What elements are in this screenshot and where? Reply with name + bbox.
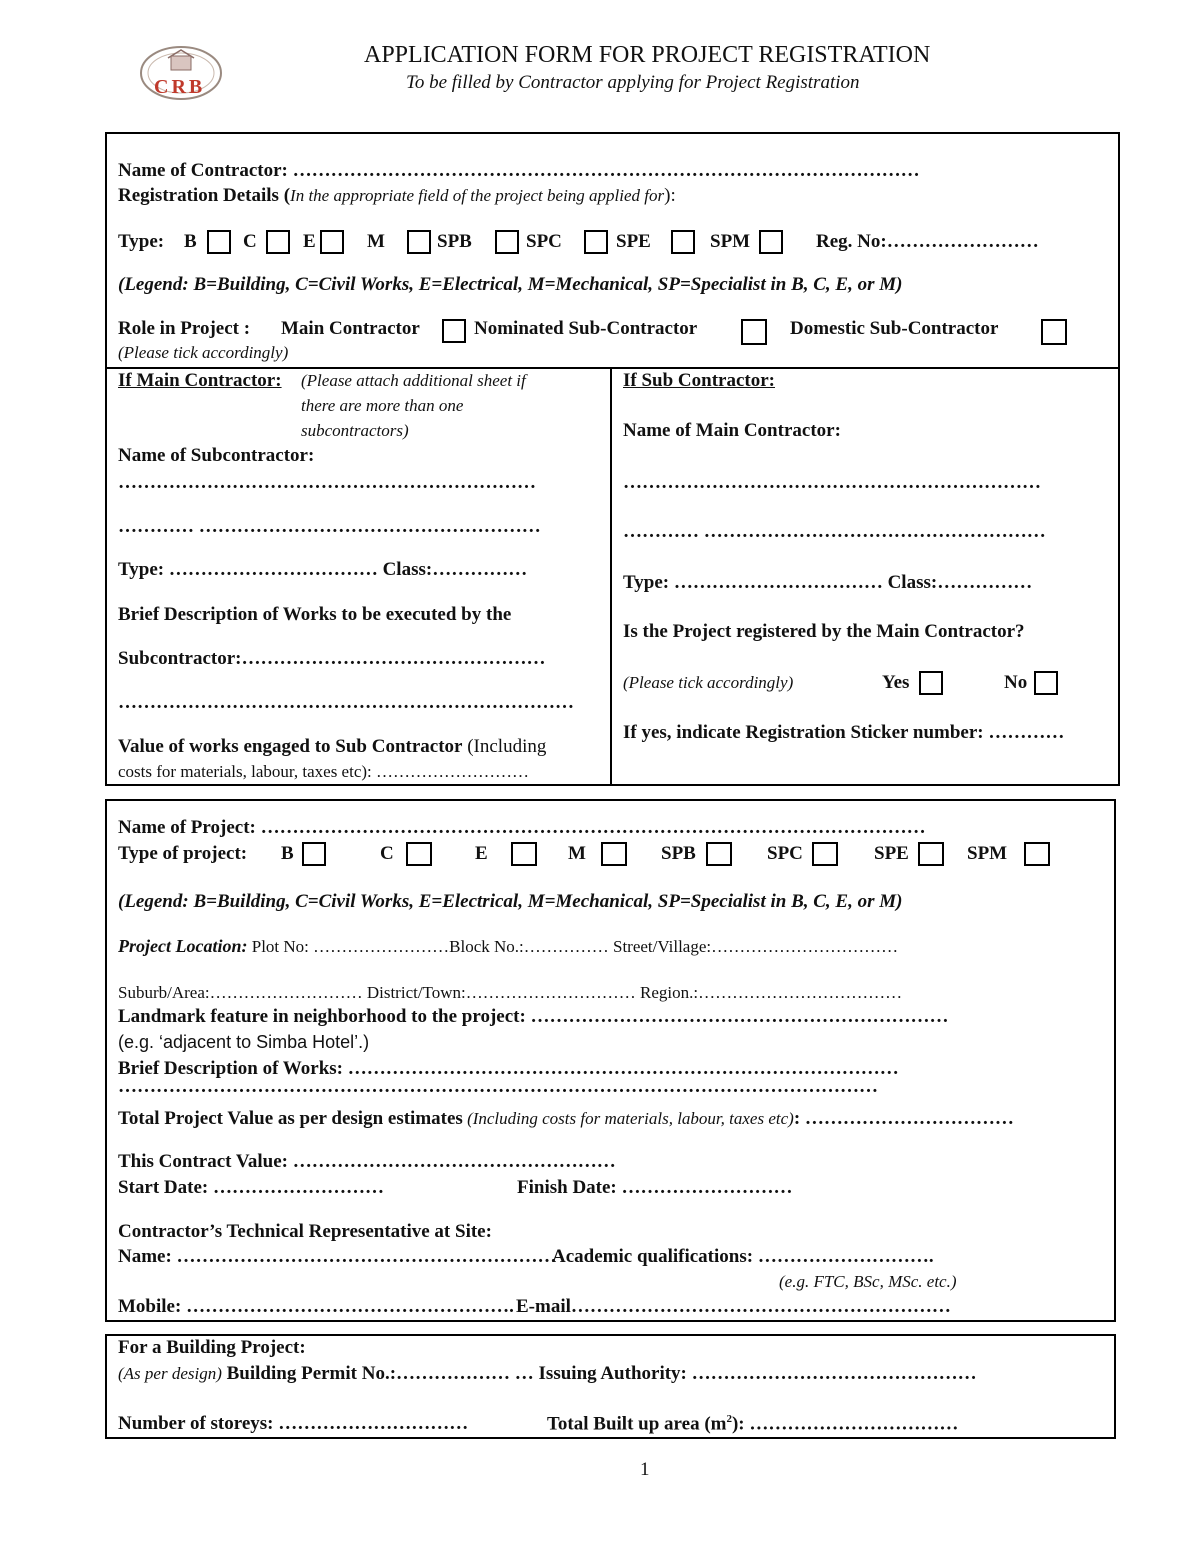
type-option-b: B xyxy=(184,231,197,252)
subcontractor-name-field-1[interactable]: ………………………………………………………… xyxy=(118,472,536,493)
subcontractor-brief-label: Brief Description of Works to be executed by the xyxy=(118,604,512,625)
built-up-area-field[interactable] xyxy=(547,1413,958,1435)
project-type-option-c: C xyxy=(380,843,394,864)
rep-name-field[interactable]: Name: …………………………………………………… xyxy=(118,1246,557,1267)
crb-logo xyxy=(138,44,224,102)
works-description-field[interactable]: Brief Description of Works: …………………………………………………………………………… xyxy=(118,1058,899,1079)
subcontractor-value-rest: (Including xyxy=(462,736,547,757)
role-domestic-checkbox[interactable] xyxy=(1041,319,1067,345)
project-name-field[interactable]: Name of Project: …………………………………………………………………………………………… xyxy=(118,817,926,838)
role-domestic-label: Domestic Sub-Contractor xyxy=(790,318,999,339)
sticker-number-field[interactable]: If yes, indicate Registration Sticker number: ………… xyxy=(623,722,1065,743)
project-type-e-checkbox[interactable] xyxy=(511,842,537,866)
subcontractor-brief-field[interactable]: Subcontractor:………………………………………… xyxy=(118,648,546,669)
project-type-b-checkbox[interactable] xyxy=(302,842,326,866)
type-legend: (Legend: B=Building, C=Civil Works, E=Electrical, M=Mechanical, SP=Specialist in B, C, E, or M) xyxy=(118,274,903,295)
contract-value-field[interactable]: This Contract Value: …………………………………………… xyxy=(118,1151,616,1172)
project-type-option-b: B xyxy=(281,843,294,864)
project-type-c-checkbox[interactable] xyxy=(406,842,432,866)
no-label: No xyxy=(1004,672,1028,693)
page-title: APPLICATION FORM FOR PROJECT REGISTRATION xyxy=(364,42,931,68)
main-contractor-note-1: (Please attach additional sheet if xyxy=(301,371,526,390)
main-contractor-name-field-2[interactable]: ………… ……………………………………………… xyxy=(623,521,1046,542)
building-project-heading: For a Building Project: xyxy=(118,1337,306,1358)
landmark-example: (e.g. ‘adjacent to Simba Hotel’.) xyxy=(118,1032,370,1052)
project-type-option-spe: SPE xyxy=(874,843,909,864)
type-row xyxy=(0,228,1200,258)
project-type-option-m: M xyxy=(568,843,586,864)
storeys-field[interactable]: Number of storeys: ………………………… xyxy=(118,1413,469,1434)
total-project-value-end: : …………………………… xyxy=(793,1108,1014,1129)
type-option-m: M xyxy=(367,231,385,252)
type-option-spe: SPE xyxy=(616,231,651,252)
type-label: Type: xyxy=(118,231,165,252)
yes-checkbox[interactable] xyxy=(919,671,943,695)
built-up-area-end: ): …………………………… xyxy=(731,1413,959,1435)
main-contractor-note-2: there are more than one xyxy=(301,396,464,415)
total-project-value-note: (Including costs for materials, labour, taxes etc) xyxy=(462,1109,794,1128)
project-type-spe-checkbox[interactable] xyxy=(918,842,944,866)
registration-details xyxy=(118,185,676,207)
role-main-label: Main Contractor xyxy=(281,318,420,339)
total-project-value-field[interactable] xyxy=(118,1108,1014,1130)
type-spb-checkbox[interactable] xyxy=(495,230,519,254)
project-type-legend: (Legend: B=Building, C=Civil Works, E=Electrical, M=Mechanical, SP=Specialist in B, C, E, or M) xyxy=(118,891,903,912)
start-date-field[interactable]: Start Date: ……………………… xyxy=(118,1177,384,1198)
main-contractor-type-class-field[interactable]: Type: …………………………… Class:…………… xyxy=(623,572,1033,593)
registration-details-note: In the appropriate field of the project being applied for xyxy=(290,186,665,205)
building-permit-label: Building Permit No.:……………… … Issuing Authority: ……………………………………… xyxy=(221,1363,977,1384)
type-option-spb: SPB xyxy=(437,231,472,252)
project-location-rest: Plot No: ……………………Block No.:…………… Street/Village:…………………………… xyxy=(247,937,899,956)
type-e-checkbox[interactable] xyxy=(320,230,344,254)
project-type-option-spc: SPC xyxy=(767,843,803,864)
project-type-spm-checkbox[interactable] xyxy=(1024,842,1050,866)
suburb-district-region-field[interactable]: Suburb/Area:……………………… District/Town:………………………… Region.:……………………………… xyxy=(118,983,903,1002)
email-field[interactable]: E-mail…………………………………………………… xyxy=(516,1296,951,1317)
subcontractor-value-label xyxy=(118,736,546,758)
logo-text: CRB xyxy=(154,76,206,98)
building-permit-field[interactable] xyxy=(118,1363,977,1385)
subcontractor-value-field[interactable]: costs for materials, labour, taxes etc): ……………………… xyxy=(118,762,530,781)
project-type-option-spm: SPM xyxy=(967,843,1008,864)
built-up-area-superscript: 2 xyxy=(726,1413,732,1425)
registered-question: Is the Project registered by the Main Contractor? xyxy=(623,621,1025,642)
academic-example: (e.g. FTC, BSc, MSc. etc.) xyxy=(779,1272,957,1291)
role-nominated-checkbox[interactable] xyxy=(741,319,767,345)
subcontractor-name-field-2[interactable]: ………… ……………………………………………… xyxy=(118,516,541,537)
role-label: Role in Project : xyxy=(118,318,251,339)
role-nominated-label: Nominated Sub-Contractor xyxy=(474,318,698,339)
type-spe-checkbox[interactable] xyxy=(671,230,695,254)
role-row xyxy=(0,315,1200,345)
page-number: 1 xyxy=(640,1459,650,1480)
works-description-field-2[interactable]: ………………………………………………………………………………………………………… xyxy=(118,1076,878,1097)
project-type-option-e: E xyxy=(475,843,488,864)
sub-contractor-heading: If Sub Contractor: xyxy=(623,370,775,391)
registered-tick-note: (Please tick accordingly) xyxy=(623,673,794,692)
technical-rep-label: Contractor’s Technical Representative at Site: xyxy=(118,1221,492,1242)
section-divider-horizontal xyxy=(107,367,1118,369)
total-project-value-label: Total Project Value as per design estimates xyxy=(118,1108,463,1129)
subcontractor-value-bold: Value of works engaged to Sub Contractor xyxy=(118,736,463,757)
as-per-design-note: (As per design) xyxy=(118,1364,222,1383)
mobile-field[interactable]: Mobile: ……………………………………………. xyxy=(118,1296,514,1317)
main-contractor-name-label: Name of Main Contractor: xyxy=(623,420,841,441)
landmark-field[interactable]: Landmark feature in neighborhood to the project: ………………………………………………………… xyxy=(118,1006,949,1027)
registration-details-label: Registration Details ( xyxy=(118,185,291,206)
built-up-area-label: Total Built up area (m xyxy=(547,1413,727,1435)
project-type-spc-checkbox[interactable] xyxy=(812,842,838,866)
main-contractor-heading: If Main Contractor: xyxy=(118,370,282,391)
no-checkbox[interactable] xyxy=(1034,671,1058,695)
contractor-name-field[interactable]: Name of Contractor: ……………………………………………………………………………………… xyxy=(118,160,920,181)
type-option-spm: SPM xyxy=(710,231,751,252)
finish-date-field[interactable]: Finish Date: ……………………… xyxy=(517,1177,793,1198)
project-type-label: Type of project: xyxy=(118,843,248,864)
role-main-checkbox[interactable] xyxy=(442,319,466,343)
type-option-spc: SPC xyxy=(526,231,562,252)
academic-qualifications-field[interactable]: Academic qualifications: ………………………. xyxy=(552,1246,934,1267)
main-contractor-name-field-1[interactable]: ………………………………………………………… xyxy=(623,472,1041,493)
type-spm-checkbox[interactable] xyxy=(759,230,783,254)
project-type-option-spb: SPB xyxy=(661,843,696,864)
role-tick-note: (Please tick accordingly) xyxy=(118,343,289,362)
type-c-checkbox[interactable] xyxy=(266,230,290,254)
subcontractor-brief-field-2[interactable]: ……………………………………………………………… xyxy=(118,692,574,713)
type-spc-checkbox[interactable] xyxy=(584,230,608,254)
reg-no-field[interactable]: Reg. No:…………………… xyxy=(816,231,1039,252)
section-divider-vertical xyxy=(610,368,612,784)
type-option-e: E xyxy=(303,231,316,252)
subcontractor-type-class-field[interactable]: Type: …………………………… Class:…………… xyxy=(118,559,528,580)
main-contractor-note-3: subcontractors) xyxy=(301,421,409,440)
type-option-c: C xyxy=(243,231,257,252)
project-type-spb-checkbox[interactable] xyxy=(706,842,732,866)
type-b-checkbox[interactable] xyxy=(207,230,231,254)
project-location-label: Project Location: xyxy=(118,936,248,956)
yes-label: Yes xyxy=(882,672,910,693)
page-subtitle: To be filled by Contractor applying for Project Registration xyxy=(406,72,860,93)
subcontractor-name-label: Name of Subcontractor: xyxy=(118,445,315,466)
project-location-field[interactable] xyxy=(118,936,898,957)
project-type-m-checkbox[interactable] xyxy=(601,842,627,866)
registration-details-close: ): xyxy=(664,185,676,206)
type-m-checkbox[interactable] xyxy=(407,230,431,254)
project-type-row xyxy=(0,840,1200,870)
